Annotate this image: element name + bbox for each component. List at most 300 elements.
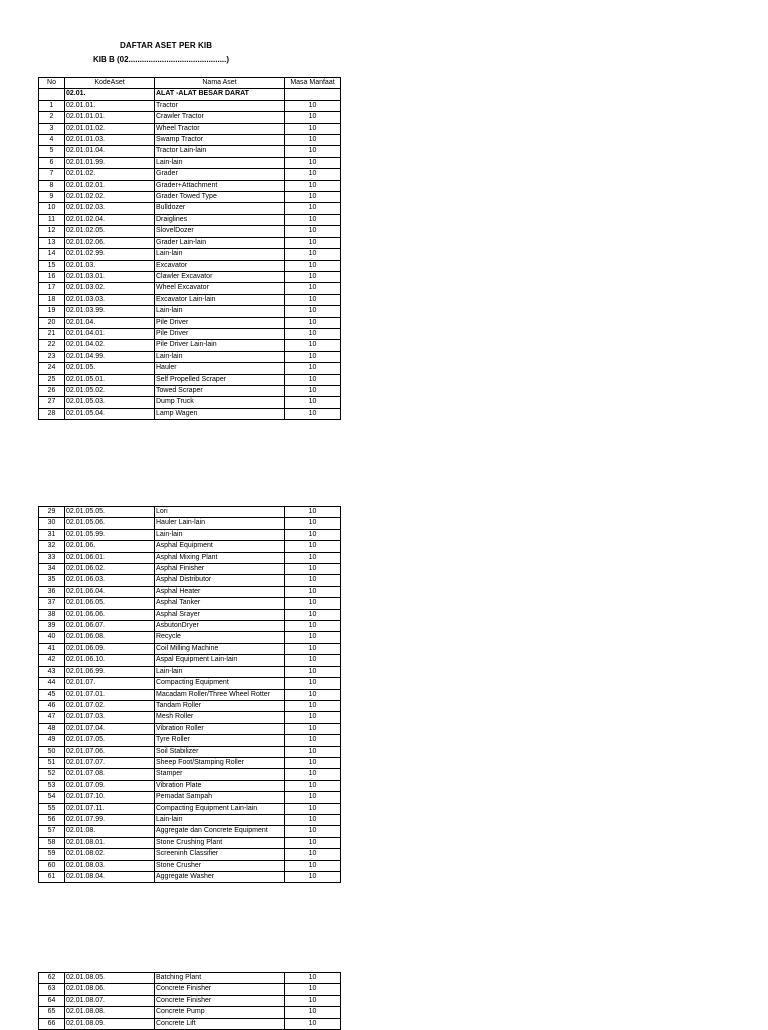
table-row [39, 180, 341, 191]
cell-kode-aset: 02.01.02.02. [65, 192, 155, 203]
cell-no: 8 [39, 180, 65, 191]
cell-no: 5 [39, 146, 65, 157]
cell-masa-manfaat: 10 [285, 317, 341, 328]
table-row [39, 995, 341, 1006]
table-row [39, 552, 341, 563]
cell-masa-manfaat: 10 [285, 598, 341, 609]
table-row [39, 803, 341, 814]
header-nama-aset: Nama Aset [155, 78, 285, 89]
table-row [39, 317, 341, 328]
cell-kode-aset: 02.01.05.01. [65, 374, 155, 385]
cell-no: 1 [39, 100, 65, 111]
cell-kode-aset: 02.01.08.04. [65, 872, 155, 883]
table-row [39, 564, 341, 575]
cell-kode-aset: 02.01.06.03. [65, 575, 155, 586]
cell-kode-aset: 02.01.08.06. [65, 984, 155, 995]
cell-nama-aset: Towed Scraper [155, 385, 285, 396]
cell-masa-manfaat: 10 [285, 363, 341, 374]
cell-nama-aset: Aggregate Washer [155, 872, 285, 883]
cell-no: 50 [39, 746, 65, 757]
cell-no: 26 [39, 385, 65, 396]
cell-kode-aset: 02.01.03.03. [65, 294, 155, 305]
cell-kode-aset: 02.01.07.07. [65, 757, 155, 768]
cell-kode-aset: 02.01.02.01. [65, 180, 155, 191]
table-row [39, 643, 341, 654]
cell-masa-manfaat: 10 [285, 1007, 341, 1018]
cell-no: 53 [39, 780, 65, 791]
cell-nama-aset: Aggregate dan Concrete Equipment [155, 826, 285, 837]
table-row [39, 363, 341, 374]
cell-no: 32 [39, 541, 65, 552]
cell-nama-aset: Asphal Heater [155, 586, 285, 597]
table-row [39, 518, 341, 529]
cell-no: 14 [39, 249, 65, 260]
cell-masa-manfaat: 10 [285, 575, 341, 586]
cell-kode-aset: 02.01.07.08. [65, 769, 155, 780]
cell-no: 35 [39, 575, 65, 586]
table-row [39, 507, 341, 518]
table-row [39, 249, 341, 260]
cell-masa-manfaat: 10 [285, 135, 341, 146]
cell-masa-manfaat: 10 [285, 214, 341, 225]
cell-masa-manfaat: 10 [285, 203, 341, 214]
table-row [39, 351, 341, 362]
cell-masa-manfaat: 10 [285, 803, 341, 814]
table-row [39, 655, 341, 666]
cell-nama-aset: Grader Towed Type [155, 192, 285, 203]
table-row [39, 632, 341, 643]
cell-no: 34 [39, 564, 65, 575]
table-row [39, 169, 341, 180]
cell-nama-aset: Excavator Lain-lain [155, 294, 285, 305]
cell-masa-manfaat: 10 [285, 518, 341, 529]
table-row [39, 723, 341, 734]
cell-nama-aset: Pile Driver [155, 317, 285, 328]
cell-masa-manfaat: 10 [285, 328, 341, 339]
cell-nama-aset: Lain-lain [155, 157, 285, 168]
cell-nama-aset: Excavator [155, 260, 285, 271]
cell-masa-manfaat: 10 [285, 283, 341, 294]
cell-kode-aset: 02.01.06.07. [65, 621, 155, 632]
cell-no: 19 [39, 306, 65, 317]
cell-nama-aset: Dump Truck [155, 397, 285, 408]
cell-no [39, 89, 65, 100]
cell-masa-manfaat: 10 [285, 385, 341, 396]
cell-nama-aset: Hauler [155, 363, 285, 374]
cell-masa-manfaat: 10 [285, 872, 341, 883]
table-row [39, 837, 341, 848]
cell-kode-aset: 02.01.01.04. [65, 146, 155, 157]
table-row [39, 112, 341, 123]
cell-nama-aset: Grader+Attachment [155, 180, 285, 191]
cell-kode-aset: 02.01.06.09. [65, 643, 155, 654]
cell-no: 16 [39, 271, 65, 282]
table-row [39, 826, 341, 837]
table-row [39, 849, 341, 860]
cell-nama-aset: Lain-lain [155, 666, 285, 677]
cell-kode-aset: 02.01.06.08. [65, 632, 155, 643]
table-body-3 [39, 973, 341, 1030]
cell-no: 23 [39, 351, 65, 362]
cell-masa-manfaat: 10 [285, 1018, 341, 1029]
header-kode-aset: KodeAset [65, 78, 155, 89]
cell-masa-manfaat: 10 [285, 666, 341, 677]
cell-nama-aset: Lori [155, 507, 285, 518]
cell-masa-manfaat: 10 [285, 780, 341, 791]
table-row [39, 666, 341, 677]
cell-masa-manfaat: 10 [285, 712, 341, 723]
table-row [39, 586, 341, 597]
cell-nama-aset: Tractor Lain-lain [155, 146, 285, 157]
cell-no: 54 [39, 792, 65, 803]
cell-nama-aset: Hauler Lain-lain [155, 518, 285, 529]
cell-no: 6 [39, 157, 65, 168]
cell-nama-aset: Stone Crusher [155, 860, 285, 871]
cell-kode-aset: 02.01.06.10. [65, 655, 155, 666]
cell-nama-aset: Recycle [155, 632, 285, 643]
cell-nama-aset: AsbutonDryer [155, 621, 285, 632]
cell-kode-aset: 02.01.06.99. [65, 666, 155, 677]
cell-kode-aset: 02.01.06.02. [65, 564, 155, 575]
cell-kode-aset: 02.01.07.01. [65, 689, 155, 700]
cell-no: 36 [39, 586, 65, 597]
cell-no: 9 [39, 192, 65, 203]
cell-nama-aset: Pemadat Sampah [155, 792, 285, 803]
cell-masa-manfaat: 10 [285, 306, 341, 317]
cell-masa-manfaat: 10 [285, 507, 341, 518]
cell-masa-manfaat: 10 [285, 995, 341, 1006]
cell-kode-aset: 02.01.08.05. [65, 973, 155, 984]
cell-masa-manfaat: 10 [285, 678, 341, 689]
cell-no: 44 [39, 678, 65, 689]
table-row [39, 123, 341, 134]
cell-no: 11 [39, 214, 65, 225]
cell-masa-manfaat: 10 [285, 814, 341, 825]
cell-kode-aset: 02.01.03.01. [65, 271, 155, 282]
cell-nama-aset: Asphal Tanker [155, 598, 285, 609]
cell-nama-aset: Lain-lain [155, 351, 285, 362]
cell-kode-aset: 02.01.07.09. [65, 780, 155, 791]
cell-nama-aset: Grader [155, 169, 285, 180]
cell-no: 28 [39, 408, 65, 419]
cell-kode-aset: 02.01.02.06. [65, 237, 155, 248]
cell-no: 18 [39, 294, 65, 305]
cell-no: 45 [39, 689, 65, 700]
cell-masa-manfaat: 10 [285, 973, 341, 984]
cell-nama-aset: Concrete Pump [155, 1007, 285, 1018]
table-row [39, 306, 341, 317]
cell-masa-manfaat: 10 [285, 146, 341, 157]
table-row [39, 283, 341, 294]
cell-no: 55 [39, 803, 65, 814]
table-row [39, 735, 341, 746]
cell-masa-manfaat: 10 [285, 643, 341, 654]
cell-no: 61 [39, 872, 65, 883]
cell-no: 65 [39, 1007, 65, 1018]
cell-kode-aset: 02.01.01.03. [65, 135, 155, 146]
table-row [39, 135, 341, 146]
asset-table-3 [38, 972, 341, 1030]
cell-kode-aset: 02.01.08.02. [65, 849, 155, 860]
cell-nama-aset: Tyre Roller [155, 735, 285, 746]
cell-nama-aset: Bulldozer [155, 203, 285, 214]
cell-kode-aset: 02.01.04.02. [65, 340, 155, 351]
cell-kode-aset: 02.01.02.05. [65, 226, 155, 237]
cell-kode-aset: 02.01.06.06. [65, 609, 155, 620]
cell-kode-aset: 02.01.04.01. [65, 328, 155, 339]
table-row [39, 678, 341, 689]
cell-nama-aset: Screeninh Classifier [155, 849, 285, 860]
table-row [39, 89, 341, 100]
cell-masa-manfaat: 10 [285, 826, 341, 837]
cell-kode-aset: 02.01.05. [65, 363, 155, 374]
cell-nama-aset: Batching Plant [155, 973, 285, 984]
header-masa-manfaat: Masa Manfaat [285, 78, 341, 89]
table-row [39, 757, 341, 768]
table-row [39, 621, 341, 632]
cell-no: 3 [39, 123, 65, 134]
cell-nama-aset: Sheep Foot/Stamping Roller [155, 757, 285, 768]
cell-no: 29 [39, 507, 65, 518]
cell-no: 39 [39, 621, 65, 632]
table-row [39, 860, 341, 871]
cell-masa-manfaat: 10 [285, 552, 341, 563]
cell-no: 63 [39, 984, 65, 995]
cell-nama-aset: Asphal Distributor [155, 575, 285, 586]
cell-kode-aset: 02.01.07. [65, 678, 155, 689]
cell-nama-aset: Lain-lain [155, 814, 285, 825]
cell-no: 41 [39, 643, 65, 654]
cell-no: 38 [39, 609, 65, 620]
cell-no: 46 [39, 700, 65, 711]
table-row [39, 226, 341, 237]
cell-nama-aset: Soil Stabilizer [155, 746, 285, 757]
table-row [39, 814, 341, 825]
cell-nama-aset: Compacting Equipment Lain-lain [155, 803, 285, 814]
cell-kode-aset: 02.01.06.04. [65, 586, 155, 597]
cell-nama-aset: Self Propelled Scraper [155, 374, 285, 385]
cell-no: 66 [39, 1018, 65, 1029]
cell-no: 25 [39, 374, 65, 385]
table-row [39, 192, 341, 203]
cell-kode-aset: 02.01.05.02. [65, 385, 155, 396]
cell-masa-manfaat: 10 [285, 609, 341, 620]
cell-kode-aset: 02.01.05.03. [65, 397, 155, 408]
table-row [39, 408, 341, 419]
cell-masa-manfaat: 10 [285, 100, 341, 111]
cell-masa-manfaat: 10 [285, 746, 341, 757]
table-row [39, 689, 341, 700]
table-row [39, 271, 341, 282]
cell-kode-aset: 02.01.02.99. [65, 249, 155, 260]
cell-nama-aset: Concrete Finisher [155, 995, 285, 1006]
cell-no: 30 [39, 518, 65, 529]
cell-masa-manfaat: 10 [285, 237, 341, 248]
cell-masa-manfaat: 10 [285, 837, 341, 848]
cell-nama-aset: Grader Lain-lain [155, 237, 285, 248]
cell-masa-manfaat: 10 [285, 271, 341, 282]
cell-masa-manfaat: 10 [285, 689, 341, 700]
table-row [39, 1007, 341, 1018]
cell-kode-aset: 02.01.02. [65, 169, 155, 180]
cell-no: 15 [39, 260, 65, 271]
cell-masa-manfaat: 10 [285, 621, 341, 632]
cell-nama-aset: SlovelDozer [155, 226, 285, 237]
cell-nama-aset: Concrete Lift [155, 1018, 285, 1029]
cell-kode-aset: 02.01.05.06. [65, 518, 155, 529]
cell-masa-manfaat: 10 [285, 849, 341, 860]
cell-no: 27 [39, 397, 65, 408]
cell-kode-aset: 02.01. [65, 89, 155, 100]
cell-masa-manfaat: 10 [285, 169, 341, 180]
cell-nama-aset: Clawler Excavator [155, 271, 285, 282]
table-row [39, 374, 341, 385]
document-title: DAFTAR ASET PER KIB [120, 41, 213, 50]
cell-nama-aset: Vibration Roller [155, 723, 285, 734]
cell-kode-aset: 02.01.06.05. [65, 598, 155, 609]
cell-no: 58 [39, 837, 65, 848]
cell-nama-aset: Asphal Mixing Plant [155, 552, 285, 563]
cell-nama-aset: Stone Crushing Plant [155, 837, 285, 848]
cell-kode-aset: 02.01.07.10. [65, 792, 155, 803]
cell-masa-manfaat: 10 [285, 294, 341, 305]
cell-masa-manfaat: 10 [285, 351, 341, 362]
cell-masa-manfaat: 10 [285, 123, 341, 134]
asset-table-2 [38, 506, 341, 883]
cell-no: 60 [39, 860, 65, 871]
cell-kode-aset: 02.01.07.06. [65, 746, 155, 757]
cell-masa-manfaat [285, 89, 341, 100]
cell-kode-aset: 02.01.07.11. [65, 803, 155, 814]
cell-no: 51 [39, 757, 65, 768]
cell-masa-manfaat: 10 [285, 984, 341, 995]
cell-kode-aset: 02.01.08.03. [65, 860, 155, 871]
cell-nama-aset: Asphal Equipment [155, 541, 285, 552]
table-row [39, 157, 341, 168]
document-subtitle: KIB B (02............................................) [93, 55, 230, 64]
cell-masa-manfaat: 10 [285, 769, 341, 780]
cell-nama-aset: Compacting Equipment [155, 678, 285, 689]
header-no: No [39, 78, 65, 89]
cell-nama-aset: Wheel Tractor [155, 123, 285, 134]
cell-no: 4 [39, 135, 65, 146]
cell-no: 48 [39, 723, 65, 734]
table-body-2 [39, 507, 341, 883]
cell-no: 7 [39, 169, 65, 180]
table-row [39, 340, 341, 351]
table-row [39, 609, 341, 620]
table-row [39, 769, 341, 780]
cell-kode-aset: 02.01.04.99. [65, 351, 155, 362]
cell-nama-aset: Tractor [155, 100, 285, 111]
cell-no: 43 [39, 666, 65, 677]
cell-masa-manfaat: 10 [285, 586, 341, 597]
cell-nama-aset: Tandam Roller [155, 700, 285, 711]
cell-kode-aset: 02.01.01.99. [65, 157, 155, 168]
cell-kode-aset: 02.01.04. [65, 317, 155, 328]
cell-nama-aset: Asphal Finisher [155, 564, 285, 575]
table-row [39, 792, 341, 803]
cell-kode-aset: 02.01.05.04. [65, 408, 155, 419]
cell-masa-manfaat: 10 [285, 340, 341, 351]
table-row [39, 700, 341, 711]
cell-kode-aset: 02.01.01. [65, 100, 155, 111]
cell-kode-aset: 02.01.05.99. [65, 529, 155, 540]
cell-masa-manfaat: 10 [285, 541, 341, 552]
cell-nama-aset: Lain-lain [155, 306, 285, 317]
cell-kode-aset: 02.01.08.07. [65, 995, 155, 1006]
cell-kode-aset: 02.01.07.04. [65, 723, 155, 734]
cell-no: 62 [39, 973, 65, 984]
table-row [39, 385, 341, 396]
cell-masa-manfaat: 10 [285, 700, 341, 711]
cell-kode-aset: 02.01.05.05. [65, 507, 155, 518]
cell-nama-aset: ALAT -ALAT BESAR DARAT [155, 89, 285, 100]
cell-nama-aset: Pile Driver [155, 328, 285, 339]
table-row [39, 598, 341, 609]
cell-nama-aset: Vibration Plate [155, 780, 285, 791]
cell-nama-aset: Swamp Tractor [155, 135, 285, 146]
cell-kode-aset: 02.01.07.03. [65, 712, 155, 723]
cell-kode-aset: 02.01.06. [65, 541, 155, 552]
table-row [39, 780, 341, 791]
cell-masa-manfaat: 10 [285, 529, 341, 540]
cell-masa-manfaat: 10 [285, 374, 341, 385]
cell-masa-manfaat: 10 [285, 260, 341, 271]
cell-kode-aset: 02.01.03.02. [65, 283, 155, 294]
table-row [39, 203, 341, 214]
cell-no: 57 [39, 826, 65, 837]
cell-nama-aset: Pile Driver Lain-lain [155, 340, 285, 351]
cell-masa-manfaat: 10 [285, 112, 341, 123]
cell-no: 21 [39, 328, 65, 339]
table-row [39, 984, 341, 995]
table-row [39, 397, 341, 408]
cell-nama-aset: Draiglines [155, 214, 285, 225]
table-row [39, 712, 341, 723]
table-row [39, 973, 341, 984]
asset-table-1 [38, 77, 341, 420]
cell-masa-manfaat: 10 [285, 397, 341, 408]
cell-nama-aset: Lain-lain [155, 249, 285, 260]
cell-masa-manfaat: 10 [285, 723, 341, 734]
cell-masa-manfaat: 10 [285, 564, 341, 575]
cell-nama-aset: Coil Milling Machine [155, 643, 285, 654]
table-row [39, 260, 341, 271]
cell-nama-aset: Wheel Excavator [155, 283, 285, 294]
table-row [39, 214, 341, 225]
cell-kode-aset: 02.01.06.01. [65, 552, 155, 563]
cell-no: 17 [39, 283, 65, 294]
table-header-row [39, 78, 341, 89]
table-row [39, 872, 341, 883]
table-row [39, 100, 341, 111]
cell-masa-manfaat: 10 [285, 655, 341, 666]
cell-masa-manfaat: 10 [285, 180, 341, 191]
cell-nama-aset: Crawler Tractor [155, 112, 285, 123]
table-row [39, 575, 341, 586]
cell-kode-aset: 02.01.01.02. [65, 123, 155, 134]
table-row [39, 328, 341, 339]
cell-nama-aset: Asphal Srayer [155, 609, 285, 620]
cell-no: 64 [39, 995, 65, 1006]
table-row [39, 294, 341, 305]
cell-masa-manfaat: 10 [285, 632, 341, 643]
cell-no: 33 [39, 552, 65, 563]
cell-no: 42 [39, 655, 65, 666]
cell-no: 20 [39, 317, 65, 328]
cell-kode-aset: 02.01.03. [65, 260, 155, 271]
